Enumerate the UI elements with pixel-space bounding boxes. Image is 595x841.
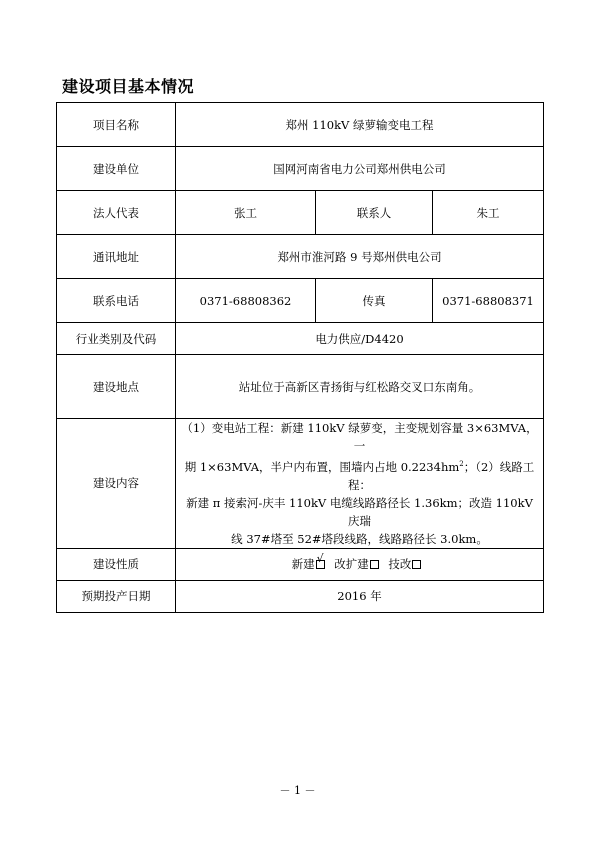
value-project-name: 郑州 110kV 绿萝输变电工程 — [176, 103, 544, 147]
label-unit: 建设单位 — [57, 147, 176, 191]
label-contact: 联系人 — [316, 191, 433, 235]
value-contact: 朱工 — [433, 191, 544, 235]
row-phone — [57, 279, 544, 323]
content-line-2a: 期 1×63MVA，半户内布置，围墙内占地 0.2234hm — [184, 459, 460, 474]
label-address: 通讯地址 — [57, 235, 176, 279]
value-address: 郑州市淮河路 9 号郑州供电公司 — [176, 235, 544, 279]
row-project-name — [57, 103, 544, 147]
label-project-name: 项目名称 — [57, 103, 176, 147]
value-location: 站址位于高新区青扬街与红松路交叉口东南角。 — [176, 355, 544, 419]
option-renovate-label: 技改 — [388, 557, 412, 572]
project-info-table — [56, 102, 544, 613]
checkbox-renovate[interactable] — [412, 560, 421, 569]
value-legal-rep: 张工 — [176, 191, 316, 235]
row-unit — [57, 147, 544, 191]
section-heading: 建设项目基本情况 — [62, 77, 195, 96]
option-new-label: 新建 — [291, 557, 315, 572]
label-content: 建设内容 — [57, 419, 176, 549]
value-unit: 国网河南省电力公司郑州供电公司 — [176, 147, 544, 191]
page-number: － 1 － — [279, 784, 316, 797]
label-legal-rep: 法人代表 — [57, 191, 176, 235]
value-date: 2016 年 — [176, 580, 544, 612]
row-content — [57, 419, 544, 549]
value-phone: 0371-68808362 — [176, 279, 316, 323]
content-line-2 — [180, 455, 539, 494]
value-fax: 0371-68808371 — [433, 279, 544, 323]
value-industry: 电力供应/D4420 — [176, 323, 544, 355]
checkbox-new[interactable] — [316, 560, 325, 569]
label-industry: 行业类别及代码 — [57, 323, 176, 355]
label-phone: 联系电话 — [57, 279, 176, 323]
row-location — [57, 355, 544, 419]
row-date — [57, 580, 544, 612]
row-industry — [57, 323, 544, 355]
content-line-2b: ；（2）线路工程： — [348, 459, 535, 492]
content-line-1: （1）变电站工程：新建 110kV 绿萝变，主变规划容量 3×63MVA，一 — [181, 421, 538, 453]
row-legal-rep — [57, 191, 544, 235]
label-date: 预期投产日期 — [57, 580, 176, 612]
label-nature: 建设性质 — [57, 548, 176, 580]
content-line-2-sup: 2 — [459, 460, 464, 468]
value-nature — [176, 548, 544, 580]
content-line-3: 新建 π 接索河-庆丰 110kV 电缆线路路径长 1.36km；改造 110kV 庆瑞 — [186, 495, 533, 528]
value-content — [176, 419, 544, 549]
row-nature — [57, 548, 544, 580]
content-line-4: 线 37#塔至 52#塔段线路，线路路径长 3.0km。 — [231, 531, 488, 546]
checkbox-expand[interactable] — [370, 560, 379, 569]
label-fax: 传真 — [316, 279, 433, 323]
row-address — [57, 235, 544, 279]
option-expand-label: 改扩建 — [334, 557, 369, 572]
label-location: 建设地点 — [57, 355, 176, 419]
